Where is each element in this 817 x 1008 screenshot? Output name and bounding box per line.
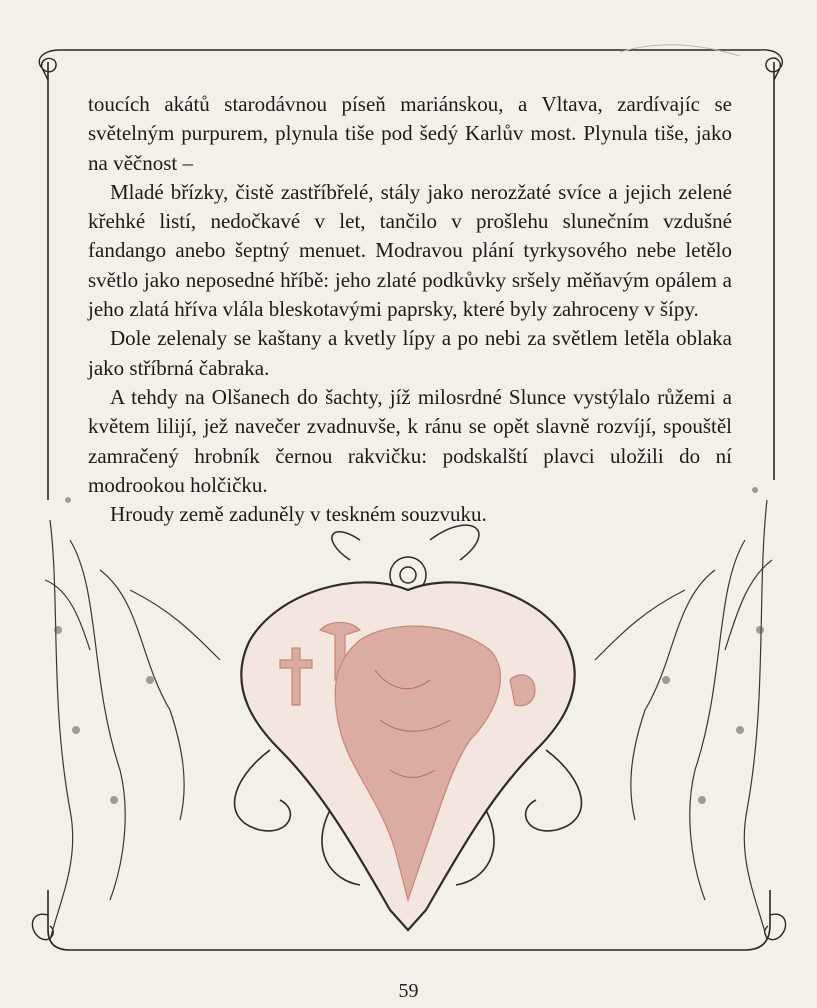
floral-cartouche-illustration [30, 480, 787, 950]
corner-ornament-tl [39, 50, 60, 80]
paragraph-3: Dole zelenaly se kaštany a kvetly lípy a po nebi za světlem letěla oblaka jako stříbrná čabraka. [88, 326, 732, 380]
body-text [88, 90, 732, 529]
paragraph-1: toucích akátů starodávnou píseň mariánskou, a Vltava, zardívajíc se světelným purpurem, plynula tiše pod šedý Karlův most. Plynula tiše, jako na věčnost – [88, 92, 732, 175]
paragraph-2: Mladé břízky, čistě zastříbřelé, stály jako nerozžaté svíce a jejich zelené křehké listí, nedočkavé v let, tančilo v prošlehu slunečním vzdušné fandango anebo šeptný menuet. Modravou plání tyrkysového nebe letělo světlo jako neposedné hříbě: jeho zlaté podkůvky sršely měňavým opálem a jeho zlatá hříva vlála bleskotavými paprsky, které byly zahroceny v šípy. [88, 179, 732, 322]
paragraph-5: Hroudy země zaduněly v teskném souzvuku. [110, 502, 487, 527]
corner-ornament-tr [760, 50, 782, 80]
paragraph-4: A tehdy na Olšanech do šachty, jíž milosrdné Slunce vystýlalo růžemi a květem lilijí, jež navečer zvadnuvše, k ránu se opět slavně rozvíjí, spouštěl zamračený hrobník černou rakvičku: podskalští plavci uložili do ní modrookou holčičku. [88, 384, 732, 497]
page-number: 59 [398, 980, 419, 1002]
